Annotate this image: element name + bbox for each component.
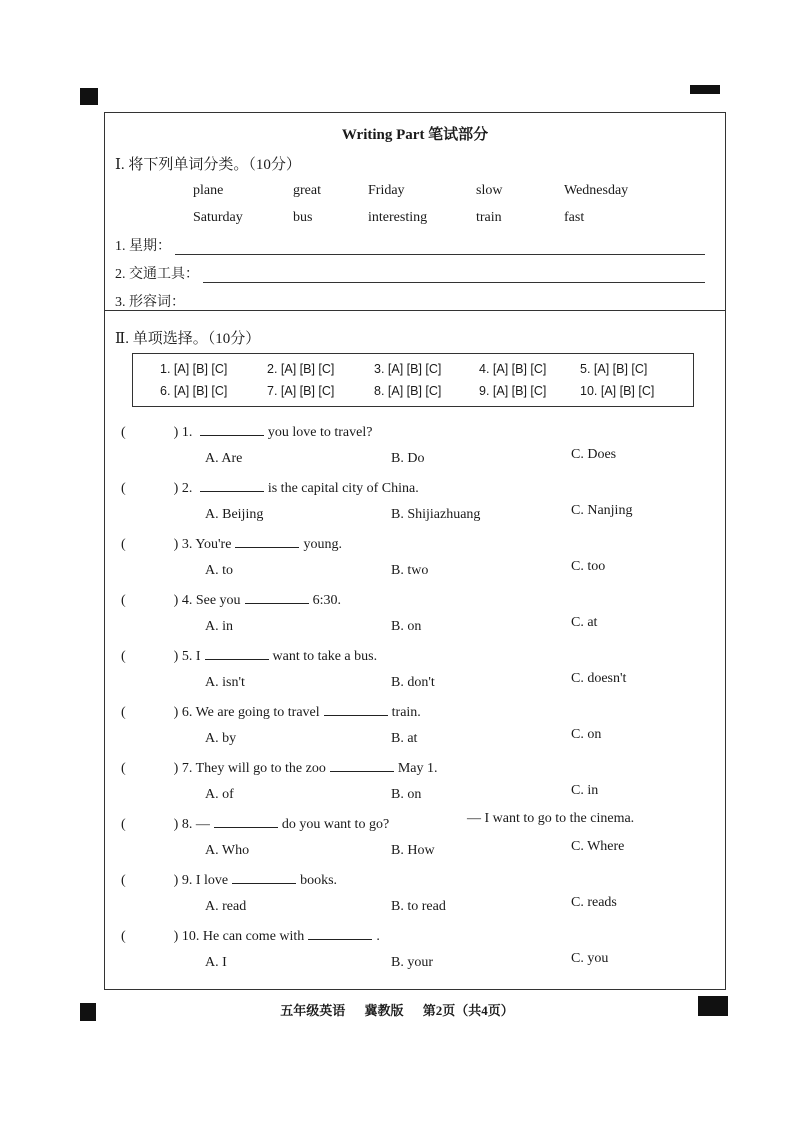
answer-bracket[interactable]: ( [121,873,126,888]
option-c[interactable]: C. too [571,559,606,574]
section2-heading: Ⅱ. 单项选择。（10分） [115,331,261,347]
question-text-pre: I love [195,873,229,888]
question-item [121,703,421,721]
answer-bracket[interactable]: ( [121,817,126,832]
option-b[interactable]: B. on [391,619,422,634]
answer-card-item[interactable]: 6. [A] [B] [C] [160,384,228,398]
question-number: 3. [181,537,193,552]
exam-frame [104,112,726,990]
answer-bracket-close: ) [173,593,179,608]
answer-bracket[interactable]: ( [121,481,126,496]
question-number: 1. [181,425,193,440]
category-label: 3. 形容词： [115,295,185,310]
option-b[interactable]: B. two [391,563,429,578]
question-item [121,535,342,553]
question-text-post: . [376,929,380,944]
option-a[interactable]: A. I [205,955,227,970]
answer-card-item[interactable]: 1. [A] [B] [C] [160,362,228,376]
question-text-post: 6:30. [312,593,341,608]
question-text-pre: I [195,649,201,664]
word-bank-item: interesting [368,210,428,225]
question-item [121,927,380,945]
option-c[interactable]: C. on [571,727,602,742]
question-text-pre: You're [195,537,232,552]
answer-card-item[interactable]: 9. [A] [B] [C] [479,384,547,398]
fill-blank[interactable] [232,871,296,884]
answer-bracket[interactable]: ( [121,929,126,944]
question-text-pre: See you [195,593,241,608]
answer-line[interactable] [203,268,705,283]
question-text-post: books. [300,873,338,888]
question-number: 5. [181,649,193,664]
option-c[interactable]: C. doesn't [571,671,627,686]
answer-bracket[interactable]: ( [121,649,126,664]
option-a[interactable]: A. read [205,899,247,914]
word-bank-item: train [476,210,502,225]
word-bank-item: great [293,183,321,198]
question-item [121,479,419,497]
question-number: 9. [181,873,193,888]
registration-mark-top-left [80,88,98,105]
question-text-pre: We are going to travel [195,705,320,720]
answer-card-item[interactable]: 7. [A] [B] [C] [267,384,335,398]
footer-page: 第2页（共4页） [422,1003,514,1018]
question-item [121,759,438,777]
registration-mark-top-right [690,85,720,94]
word-bank-item: fast [564,210,585,225]
answer-bracket[interactable]: ( [121,537,126,552]
option-a[interactable]: A. by [205,731,237,746]
answer-line[interactable] [175,240,705,255]
question-text-post: train. [391,705,421,720]
answer-bracket-close: ) [173,761,179,776]
option-b[interactable]: B. your [391,955,433,970]
option-a[interactable]: A. Are [205,451,243,466]
answer-bracket-close: ) [173,425,179,440]
answer-line[interactable] [189,296,705,311]
footer-edition: 冀教版 [364,1003,404,1018]
question-item [121,871,337,889]
option-b[interactable]: B. How [391,843,435,858]
option-c[interactable]: C. Does [571,447,617,462]
fill-blank[interactable] [214,815,278,828]
question-number: 6. [181,705,193,720]
answer-bracket-close: ) [173,649,179,664]
category-transport [115,263,705,283]
word-bank-item: bus [293,210,313,225]
section1-heading: Ⅰ. 将下列单词分类。（10分） [115,157,301,173]
question-text-pre: — [195,817,210,832]
option-a[interactable]: A. isn't [205,675,245,690]
answer-card-item[interactable]: 8. [A] [B] [C] [374,384,442,398]
option-b[interactable]: B. on [391,787,422,802]
question-text-post: you love to travel? [267,425,373,440]
fill-blank[interactable] [245,591,309,604]
option-c[interactable]: C. you [571,951,609,966]
option-a[interactable]: A. Who [205,843,250,858]
fill-blank[interactable] [330,759,394,772]
answer-bracket-close: ) [173,481,179,496]
option-b[interactable]: B. Shijiazhuang [391,507,481,522]
fill-blank[interactable] [324,703,388,716]
answer-card-item[interactable]: 5. [A] [B] [C] [580,362,648,376]
question-number: 8. [181,817,193,832]
section-divider [105,310,725,311]
answer-card [132,353,694,407]
question-item [121,815,389,833]
option-c[interactable]: C. reads [571,895,617,910]
question-text-post: want to take a bus. [272,649,378,664]
answer-bracket-close: ) [173,537,179,552]
question-item [121,647,377,665]
question-text-post: young. [303,537,342,552]
category-label: 2. 交通工具： [115,267,199,282]
option-b[interactable]: B. Do [391,451,425,466]
answer-card-item[interactable]: 4. [A] [B] [C] [479,362,547,376]
option-b[interactable]: B. don't [391,675,435,690]
option-a[interactable]: A. in [205,619,233,634]
fill-blank[interactable] [308,927,372,940]
question-text-post: is the capital city of China. [267,481,419,496]
answer-card-item[interactable]: 10. [A] [B] [C] [580,384,655,398]
question-number: 7. [181,761,193,776]
category-adjective [115,291,705,311]
option-c[interactable]: C. Where [571,839,625,854]
fill-blank[interactable] [200,423,264,436]
answer-bracket[interactable]: ( [121,425,126,440]
answer-bracket[interactable]: ( [121,761,126,776]
answer-bracket[interactable]: ( [121,593,126,608]
page-footer [0,1000,794,1019]
answer-bracket-close: ) [173,705,179,720]
question-number: 2. [181,481,193,496]
answer-bracket[interactable]: ( [121,705,126,720]
answer-bracket-close: ) [173,873,179,888]
option-b[interactable]: B. at [391,731,418,746]
question-text-post: do you want to go? [281,817,390,832]
option-a[interactable]: A. of [205,787,234,802]
word-bank-item: plane [193,183,224,198]
option-a[interactable]: A. to [205,563,233,578]
fill-blank[interactable] [235,535,299,548]
page-title: Writing Part 笔试部分 [341,127,489,143]
question-number: 10. [181,929,200,944]
answer-card-item[interactable]: 3. [A] [B] [C] [374,362,442,376]
question-item [121,423,372,441]
question-text-pre: He can come with [202,929,305,944]
word-bank-item: Wednesday [564,183,629,198]
answer-card-item[interactable]: 2. [A] [B] [C] [267,362,335,376]
question-text-pre: They will go to the zoo [195,761,326,776]
fill-blank[interactable] [205,647,269,660]
answer-bracket-close: ) [173,929,179,944]
option-c[interactable]: C. Nanjing [571,503,633,518]
option-c[interactable]: C. at [571,615,598,630]
question-item [121,591,341,609]
word-bank-item: Friday [368,183,405,198]
question-number: 4. [181,593,193,608]
option-a[interactable]: A. Beijing [205,507,264,522]
category-weekday [115,235,705,255]
word-bank-item: slow [476,183,503,198]
option-c[interactable]: C. in [571,783,599,798]
word-bank-item: Saturday [193,210,243,225]
answer-bracket-close: ) [173,817,179,832]
footer-grade: 五年级英语 [280,1003,346,1018]
question-text-post: May 1. [397,761,438,776]
category-label: 1. 星期： [115,239,171,254]
option-b[interactable]: B. to read [391,899,446,914]
fill-blank[interactable] [200,479,264,492]
question-reply: — I want to go to the cinema. [467,811,635,826]
